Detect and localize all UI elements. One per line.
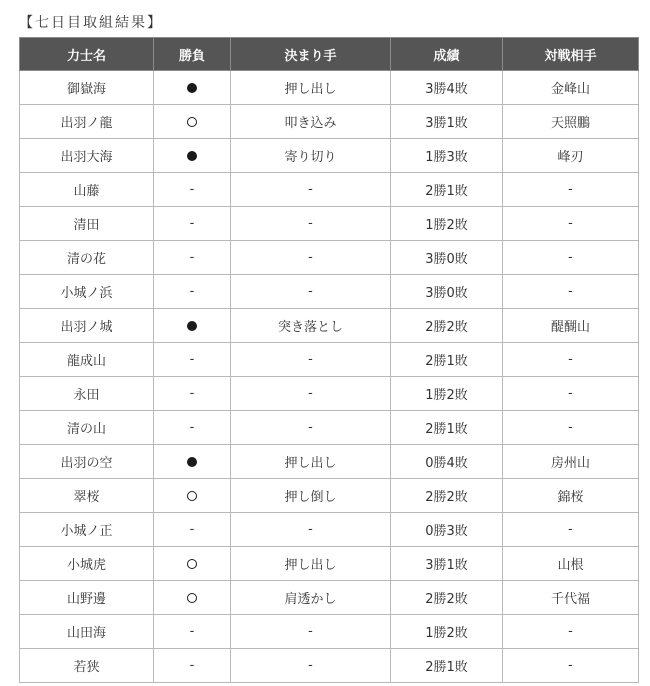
record-cell: 2勝1敗 [391,173,503,207]
wrestler-name-cell: 小城ノ正 [20,513,154,547]
table-row [20,411,639,445]
table-body [20,71,639,683]
opponent-cell: - [503,241,639,275]
result-cell [154,649,231,683]
result-cell [154,513,231,547]
record-cell: 2勝1敗 [391,649,503,683]
opponent-cell: - [503,649,639,683]
wrestler-name-cell: 清の山 [20,411,154,445]
win-mark-icon [187,151,197,161]
kimarite-cell: 押し出し [231,71,391,105]
opponent-cell: 錦桜 [503,479,639,513]
opponent-cell: - [503,377,639,411]
wrestler-name-cell: 出羽大海 [20,139,154,173]
opponent-cell: - [503,513,639,547]
kimarite-cell: - [231,649,391,683]
wrestler-name-cell: 山野邊 [20,581,154,615]
result-cell [154,581,231,615]
result-cell [154,71,231,105]
table-row [20,649,639,683]
no-bout-mark: - [189,284,195,299]
table-row [20,105,639,139]
results-table [19,37,639,683]
result-cell [154,207,231,241]
table-row [20,581,639,615]
kimarite-cell: 押し出し [231,445,391,479]
wrestler-name-cell: 出羽ノ龍 [20,105,154,139]
result-cell [154,615,231,649]
result-cell [154,479,231,513]
result-cell [154,445,231,479]
wrestler-name-cell: 小城ノ浜 [20,275,154,309]
loss-mark-icon [187,491,197,501]
no-bout-mark: - [189,522,195,537]
table-row [20,139,639,173]
opponent-cell: - [503,207,639,241]
table-row [20,241,639,275]
record-cell: 2勝2敗 [391,581,503,615]
result-cell [154,309,231,343]
table-row [20,547,639,581]
kimarite-cell: 押し出し [231,547,391,581]
result-cell [154,173,231,207]
column-header-kimarite: 決まり手 [231,38,391,71]
record-cell: 3勝1敗 [391,547,503,581]
kimarite-cell: - [231,275,391,309]
loss-mark-icon [187,593,197,603]
table-row [20,173,639,207]
kimarite-cell: - [231,615,391,649]
opponent-cell: - [503,343,639,377]
no-bout-mark: - [189,386,195,401]
opponent-cell: - [503,615,639,649]
page-title: 【七日目取組結果】 [19,15,163,31]
table-row [20,71,639,105]
opponent-cell: 千代福 [503,581,639,615]
result-cell [154,343,231,377]
table-row [20,275,639,309]
column-header-name: 力士名 [20,38,154,71]
kimarite-cell: 押し倒し [231,479,391,513]
table-row [20,513,639,547]
wrestler-name-cell: 翠桜 [20,479,154,513]
record-cell: 1勝3敗 [391,139,503,173]
record-cell: 0勝4敗 [391,445,503,479]
no-bout-mark: - [189,182,195,197]
result-cell [154,411,231,445]
no-bout-mark: - [189,624,195,639]
opponent-cell: 山根 [503,547,639,581]
table-row [20,207,639,241]
table-row [20,445,639,479]
result-cell [154,547,231,581]
table-row [20,479,639,513]
wrestler-name-cell: 小城虎 [20,547,154,581]
opponent-cell: 金峰山 [503,71,639,105]
kimarite-cell: - [231,377,391,411]
kimarite-cell: - [231,513,391,547]
kimarite-cell: 肩透かし [231,581,391,615]
wrestler-name-cell: 出羽の空 [20,445,154,479]
opponent-cell: 房州山 [503,445,639,479]
column-header-result: 勝負 [154,38,231,71]
opponent-cell: 天照鵬 [503,105,639,139]
wrestler-name-cell: 若狭 [20,649,154,683]
loss-mark-icon [187,117,197,127]
no-bout-mark: - [189,216,195,231]
kimarite-cell: 寄り切り [231,139,391,173]
kimarite-cell: 叩き込み [231,105,391,139]
result-cell [154,139,231,173]
win-mark-icon [187,457,197,467]
record-cell: 3勝0敗 [391,241,503,275]
wrestler-name-cell: 清の花 [20,241,154,275]
no-bout-mark: - [189,352,195,367]
opponent-cell: - [503,411,639,445]
win-mark-icon [187,83,197,93]
no-bout-mark: - [189,420,195,435]
result-cell [154,241,231,275]
kimarite-cell: - [231,411,391,445]
opponent-cell: 醍醐山 [503,309,639,343]
result-cell [154,275,231,309]
kimarite-cell: 突き落とし [231,309,391,343]
wrestler-name-cell: 永田 [20,377,154,411]
record-cell: 2勝1敗 [391,343,503,377]
record-cell: 1勝2敗 [391,207,503,241]
record-cell: 2勝2敗 [391,479,503,513]
table-row [20,309,639,343]
win-mark-icon [187,321,197,331]
loss-mark-icon [187,559,197,569]
wrestler-name-cell: 山藤 [20,173,154,207]
result-cell [154,377,231,411]
no-bout-mark: - [189,250,195,265]
record-cell: 2勝2敗 [391,309,503,343]
opponent-cell: - [503,173,639,207]
no-bout-mark: - [189,658,195,673]
wrestler-name-cell: 山田海 [20,615,154,649]
record-cell: 3勝0敗 [391,275,503,309]
record-cell: 1勝2敗 [391,615,503,649]
record-cell: 3勝4敗 [391,71,503,105]
table-row [20,377,639,411]
opponent-cell: - [503,275,639,309]
kimarite-cell: - [231,207,391,241]
wrestler-name-cell: 御嶽海 [20,71,154,105]
wrestler-name-cell: 清田 [20,207,154,241]
record-cell: 1勝2敗 [391,377,503,411]
kimarite-cell: - [231,343,391,377]
kimarite-cell: - [231,241,391,275]
wrestler-name-cell: 出羽ノ城 [20,309,154,343]
record-cell: 2勝1敗 [391,411,503,445]
table-row [20,343,639,377]
table-header [20,38,639,71]
header-row [20,38,639,71]
table-row [20,615,639,649]
column-header-opponent: 対戦相手 [503,38,639,71]
record-cell: 3勝1敗 [391,105,503,139]
opponent-cell: 峰刃 [503,139,639,173]
column-header-record: 成績 [391,38,503,71]
record-cell: 0勝3敗 [391,513,503,547]
result-cell [154,105,231,139]
wrestler-name-cell: 龍成山 [20,343,154,377]
kimarite-cell: - [231,173,391,207]
